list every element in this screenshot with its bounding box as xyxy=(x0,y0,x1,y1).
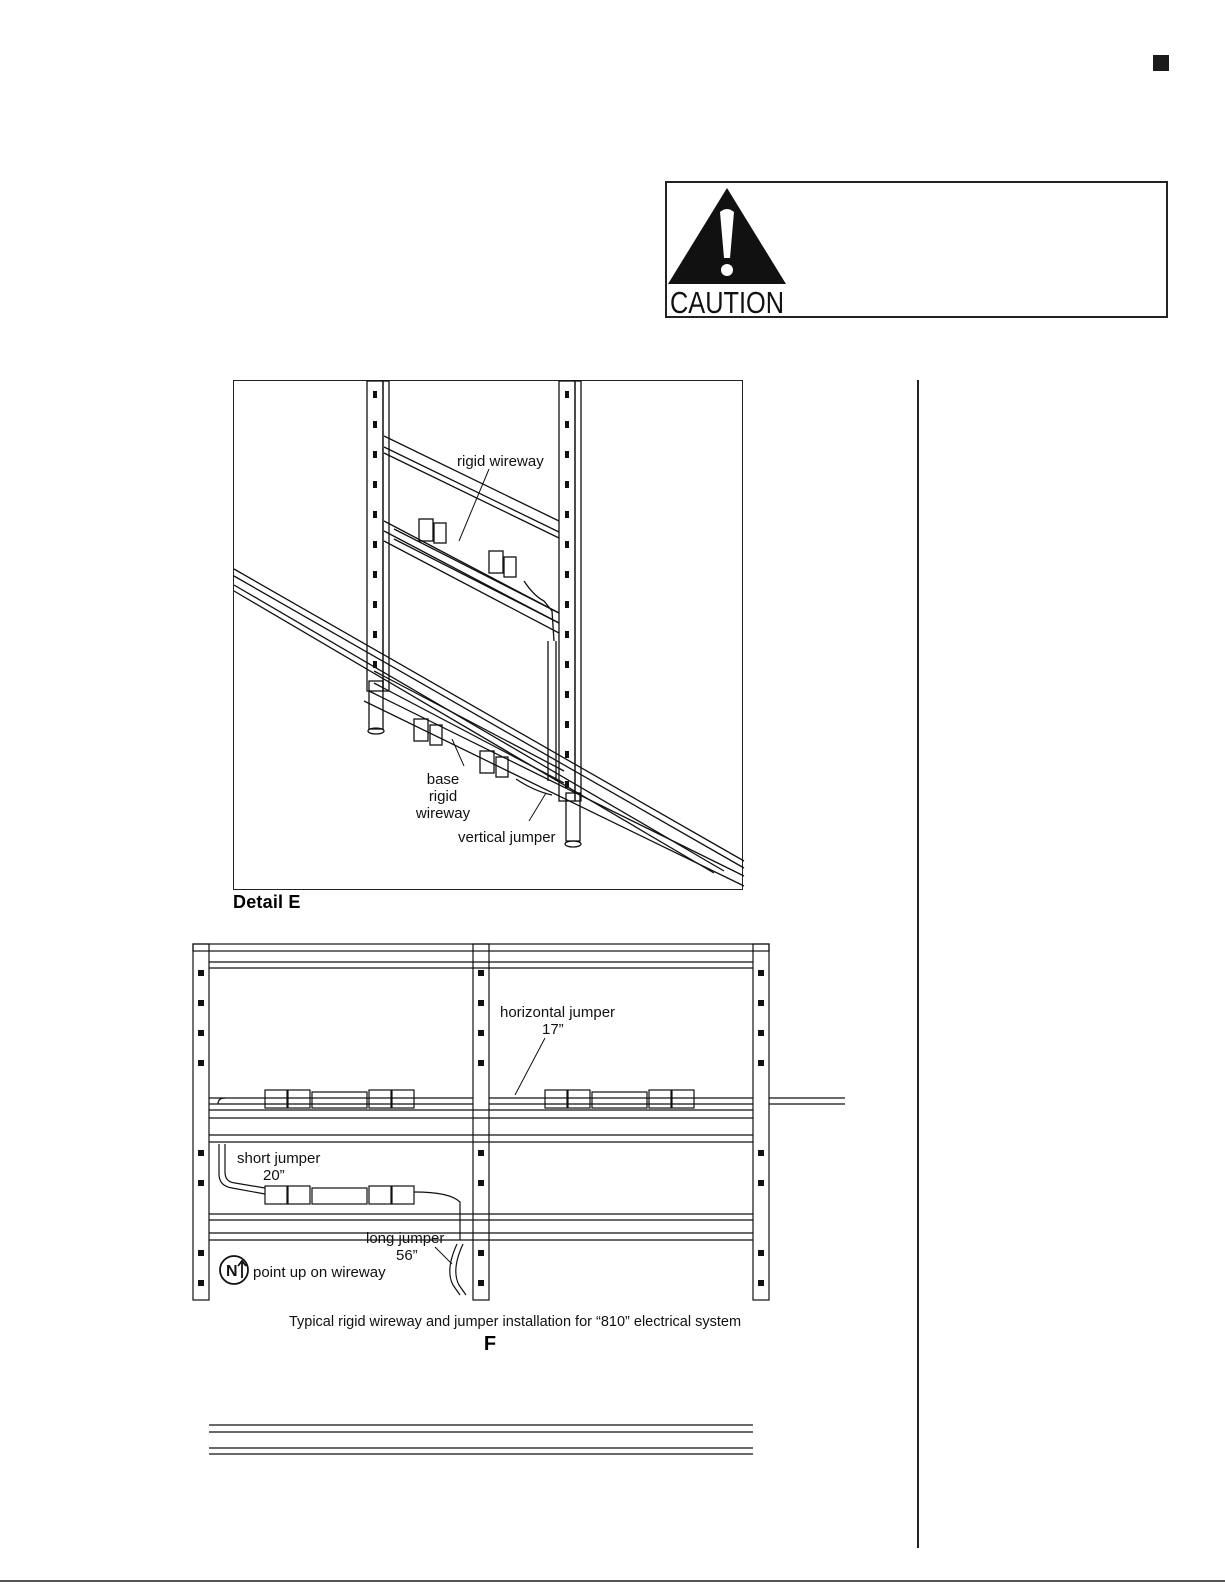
caution-warning-icon xyxy=(668,186,786,320)
column-divider xyxy=(917,380,919,1548)
figure-f-illustration xyxy=(170,940,860,1310)
label-base-rigid-wireway-line1: base xyxy=(426,771,460,788)
north-symbol: N xyxy=(226,1263,238,1280)
label-rigid-wireway: rigid wireway xyxy=(457,453,544,470)
label-base-rigid-wireway-line3: wireway xyxy=(415,805,471,822)
label-north-note: point up on wireway xyxy=(253,1264,386,1281)
figure-f-letter: F xyxy=(483,1333,497,1355)
label-horizontal-jumper: horizontal jumper xyxy=(500,1004,616,1021)
label-horizontal-jumper-length: 17” xyxy=(542,1021,564,1038)
label-long-jumper-length: 56” xyxy=(396,1247,418,1264)
page-corner-marker xyxy=(1153,55,1169,71)
page-bottom-rule xyxy=(0,1580,1225,1582)
detail-e-title: Detail E xyxy=(233,892,301,912)
label-base-rigid-wireway-line2: rigid xyxy=(428,788,458,805)
label-vertical-jumper: vertical jumper xyxy=(458,829,556,846)
figure-f-caption: Typical rigid wireway and jumper installation for “810” electrical system xyxy=(288,1314,742,1330)
label-short-jumper: short jumper xyxy=(237,1150,321,1167)
detail-e-illustration xyxy=(233,380,743,890)
label-short-jumper-length: 20” xyxy=(263,1167,285,1184)
label-long-jumper: long jumper xyxy=(366,1230,445,1247)
caution-label: CAUTION xyxy=(670,285,784,320)
